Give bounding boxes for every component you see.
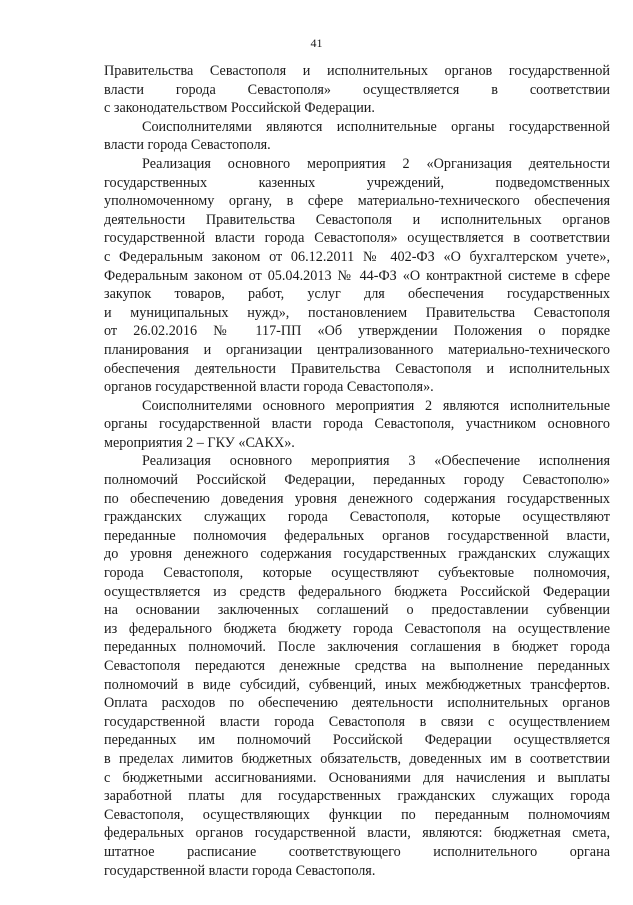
text-line: полномочий в виде субсидий, субвенций, иных межбюджетных трансфертов. [104,676,610,693]
text-line: штатное расписание соответствующего исполнительного органа [104,843,610,860]
text-line: города Севастополя, которые осуществляют субъектовые полномочия, [104,565,610,582]
text-line: от 26.02.2016 № 117-ПП «Об утверждении Положения о порядке [104,323,610,340]
text-line: Оплата расходов по обеспечению деятельности исполнительных органов [104,695,610,712]
text-line: власти города Севастополя. [104,137,271,154]
text-line: гражданских служащих города Севастополя, которые осуществляют [104,509,610,526]
text-line: с Федеральным законом от 06.12.2011 № 402-ФЗ «О бухгалтерском учете», [104,248,610,265]
text-line: и муниципальных нужд», постановлением Правительства Севастополя [104,304,610,321]
text-line: полномочий Российской Федерации, переданных городу Севастополю» [104,472,610,489]
text-line: государственных казенных учреждений, подведомственных [104,174,610,191]
text-line: переданных им полномочий Российской Федерации осуществляется [104,732,610,749]
text-line: Реализация основного мероприятия 3 «Обеспечение исполнения [142,453,610,470]
body-text [104,62,610,880]
text-line: Федеральным законом от 05.04.2013 № 44-ФЗ «О контрактной системе в сфере [104,267,610,284]
page-number: 41 [310,36,323,50]
text-line: Севастополя, осуществляющих функции по переданным полномочиям [104,806,610,823]
text-line: с законодательством Российской Федерации. [104,100,375,117]
text-line: из федерального бюджета бюджету города Севастополя на осуществление [104,620,610,637]
text-line: осуществляется из средств федерального бюджета Российской Федерации [104,583,610,600]
text-line: с бюджетными ассигнованиями. Основаниями для начисления и выплаты [104,769,610,786]
text-line: на основании заключенных соглашений о предоставлении субвенции [104,602,610,619]
text-line: переданные полномочия федеральных органов государственной власти, [104,527,610,544]
text-line: Правительства Севастополя и исполнительных органов государственной [104,63,610,79]
text-line: Севастополя передаются денежные средства на выполнение переданных [104,658,610,674]
text-line: обеспечения деятельности Правительства Севастополя и исполнительных [104,360,610,377]
text-line: государственной власти города Севастополя» осуществляется в соответствии [104,230,610,247]
text-line: государственной власти города Севастополя. [104,862,376,879]
text-line: государственной власти города Севастополя в связи с осуществлением [104,713,610,730]
text-line: Соисполнителями являются исполнительные органы государственной [142,118,610,135]
text-line: переданных полномочий. После заключения соглашения в бюджет города [104,639,610,656]
text-line: планирования и организации централизованного материально-технического [104,341,610,358]
text-line: уполномоченному органу, в сфере материально-технического обеспечения [104,193,610,210]
text-line: заработной платы для государственных гражданских служащих города [104,788,610,805]
text-line: Реализация основного мероприятия 2 «Организация деятельности [142,155,610,172]
text-line: власти города Севастополя» осуществляется в соответствии [104,81,610,98]
text-line: мероприятия 2 – ГКУ «САКХ». [104,434,295,451]
text-line: федеральных органов государственной власти, являются: бюджетная смета, [104,825,610,842]
text-line: до уровня денежного содержания государственных гражданских служащих [104,546,610,563]
text-line: органов государственной власти города Севастополя». [104,379,434,396]
text-line: деятельности Правительства Севастополя и исполнительных органов [104,211,610,228]
text-line: Соисполнителями основного мероприятия 2 являются исполнительные [142,397,610,414]
text-line: в пределах лимитов бюджетных обязательств, доведенных им в соответствии [104,750,610,767]
text-line: закупок товаров, работ, услуг для обеспечения государственных [104,286,610,303]
text-line: органы государственной власти города Севастополя, участником основного [104,416,610,433]
text-line: по обеспечению доведения уровня денежного содержания государственных [104,490,610,507]
